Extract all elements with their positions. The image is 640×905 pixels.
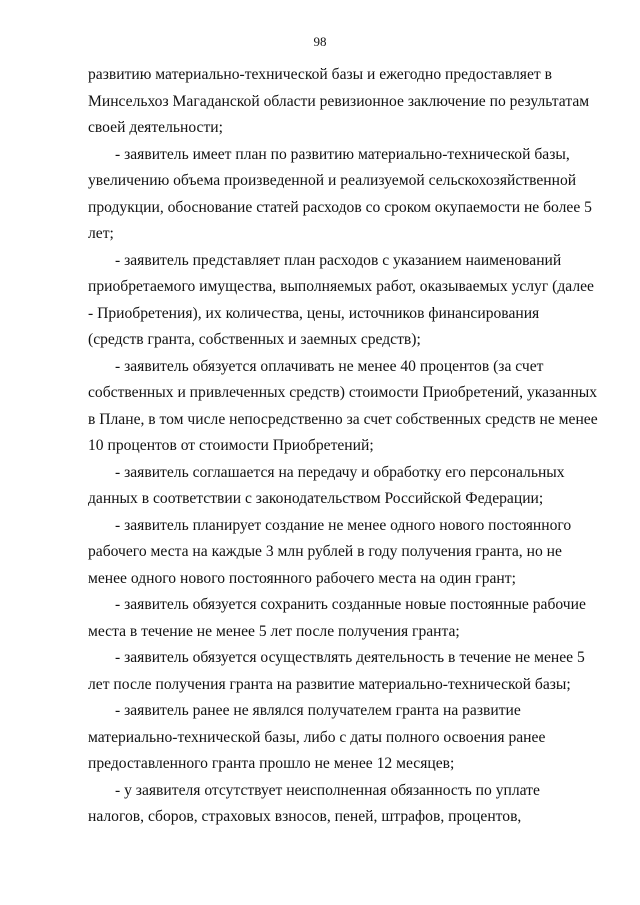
text-line: - заявитель обязуется сохранить созданные новые постоянные рабочие <box>115 596 586 613</box>
text-line: данных в соответствии с законодательством Российской Федерации; <box>88 490 544 507</box>
text-line: (средств гранта, собственных и заемных средств); <box>88 331 421 348</box>
text-line: собственных и привлеченных средств) стоимости Приобретений, указанных <box>88 384 598 401</box>
paragraph <box>88 62 590 142</box>
paragraph <box>88 778 573 831</box>
paragraph <box>88 142 592 248</box>
text-line: продукции, обоснование статей расходов со сроком окупаемости не более 5 <box>88 198 592 216</box>
paragraph <box>88 698 573 778</box>
paragraph <box>88 513 573 593</box>
text-line: 10 процентов от стоимости Приобретений; <box>88 437 374 454</box>
text-line-content: развитию материально-технической базы и ежегодно предоставляет в <box>88 66 552 83</box>
text-line: менее одного нового постоянного рабочего места на один грант; <box>88 569 516 587</box>
text-line: лет; <box>88 225 114 242</box>
text-line: - заявитель ранее не являлся получателем гранта на развитие <box>115 702 521 719</box>
text-line: предоставленного гранта прошло не менее 12 месяцев; <box>88 755 455 772</box>
text-line: в Плане, в том числе непосредственно за счет собственных средств не менее <box>88 410 598 428</box>
paragraph <box>88 645 585 698</box>
text-line-content: Минсельхоз Магаданской области ревизионное заключение по результатам <box>88 92 590 110</box>
text-line: - Приобретения), их количества, цены, источников финансирования <box>88 304 540 322</box>
text-line: места в течение не менее 5 лет после получения гранта; <box>88 622 460 640</box>
text-line <box>88 89 590 116</box>
text-line: приобретаемого имущества, выполняемых работ, оказываемых услуг (далее <box>88 278 594 295</box>
paragraph <box>88 248 594 354</box>
text-line: налогов, сборов, страховых взносов, пеней, штрафов, процентов, <box>88 808 522 825</box>
text-line: - заявитель планирует создание не менее одного нового постоянного <box>115 516 572 534</box>
text-line: - заявитель представляет план расходов с указанием наименований <box>115 251 562 269</box>
paragraph <box>88 592 586 645</box>
page-number: 98 <box>313 34 327 49</box>
text-line: - заявитель обязуется оплачивать не менее 40 процентов (за счет <box>115 357 544 375</box>
text-line: - заявитель имеет план по развитию материально-технической базы, <box>115 145 570 163</box>
paragraph <box>88 354 598 460</box>
text-line: рабочего места на каждые 3 млн рублей в году получения гранта, но не <box>88 543 562 560</box>
text-line <box>88 62 573 89</box>
paragraph <box>88 460 573 513</box>
text-line: лет после получения гранта на развитие материально-технической базы; <box>88 675 571 693</box>
text-line: - заявитель обязуется осуществлять деятельность в течение не менее 5 <box>115 649 585 666</box>
text-line: увеличению объема произведенной и реализуемой сельскохозяйственной <box>88 172 577 189</box>
text-line: своей деятельности; <box>88 119 223 136</box>
text-line: материально-технической базы, либо с даты полного освоения ранее <box>88 728 546 746</box>
text-line: - заявитель соглашается на передачу и обработку его персональных <box>115 463 565 481</box>
document-body <box>88 62 598 831</box>
text-line: - у заявителя отсутствует неисполненная обязанность по уплате <box>115 781 540 799</box>
